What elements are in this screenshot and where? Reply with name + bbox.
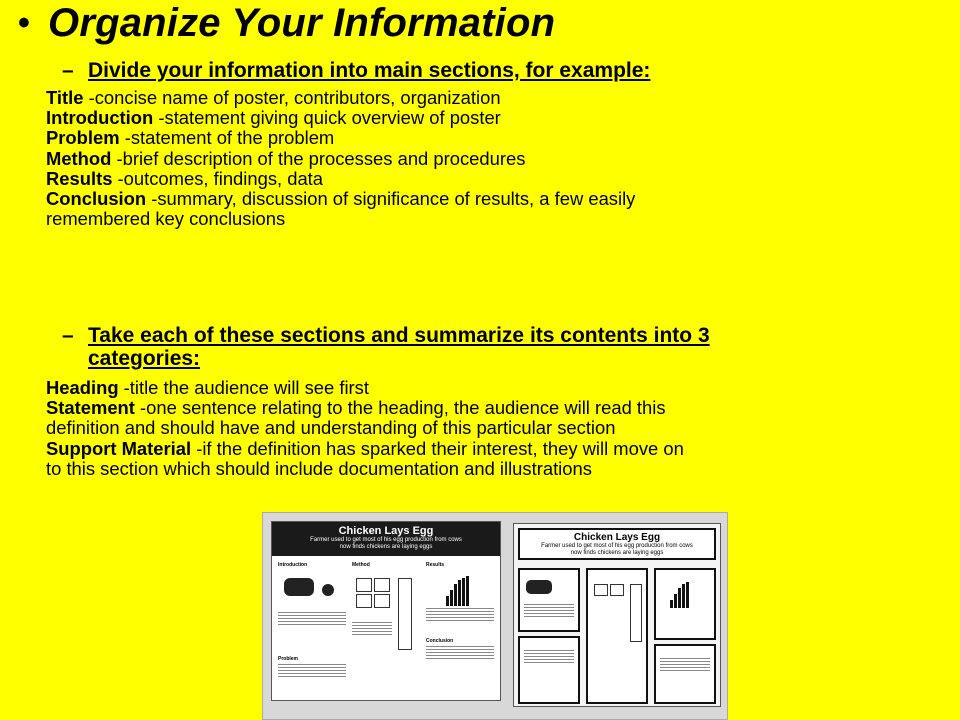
poster-a-text-lines5 [426, 646, 494, 660]
results-bar-chart-icon [446, 576, 469, 606]
photo-icon [356, 578, 372, 592]
poster-a-subtitle1: Farmer used to get most of his egg production from cows [310, 537, 462, 543]
results-bar-chart-icon [670, 582, 689, 608]
poster-a-text-lines2 [278, 664, 346, 678]
poster-a-text-lines4 [426, 608, 494, 622]
poster-a-introduction: Introduction [278, 562, 308, 568]
section1-subheading [62, 59, 650, 82]
poster-a-problem: Problem [278, 656, 299, 662]
poster-b-text-lines [660, 658, 710, 672]
list-item-conclusion-continued: remembered key conclusions [46, 208, 286, 230]
poster-a-subtitle2: now finds chickens are laying eggs [339, 544, 433, 550]
section-list [46, 88, 906, 229]
poster-b-panel [654, 644, 716, 704]
poster-a-title: Chicken Lays Egg [338, 525, 434, 537]
photo-icon [610, 584, 624, 596]
poster-a-method: Method [352, 562, 370, 568]
category-support: Support Material -if the definition has sparked their interest, they will move on [46, 437, 684, 459]
section2-text-line1: Take each of these sections and summarize its contents into 3 [88, 324, 710, 347]
poster-a-col-right [426, 562, 494, 692]
list-item-results: Results -outcomes, findings, data [46, 167, 324, 189]
poster-a-col-left [278, 562, 346, 692]
list-item-method: Method -brief description of the processes and procedures [46, 147, 526, 169]
poster-a-results: Results [426, 562, 445, 568]
list-item-conclusion: Conclusion -summary, discussion of significance of results, a few easily [46, 188, 636, 210]
list-item-title: Title -concise name of poster, contributors, organization [46, 87, 501, 108]
poster-b-panel [518, 568, 580, 632]
photo-icon [374, 594, 390, 608]
poster-b-panel [586, 568, 648, 704]
poster-a-header [272, 522, 500, 556]
slide-title: Organize Your Information [48, 1, 556, 45]
egg-sequence-icon [630, 584, 642, 642]
title-bullet: • [18, 4, 30, 42]
photo-icon [374, 578, 390, 592]
category-statement: Statement -one sentence relating to the heading, the audience will read this [46, 397, 666, 419]
section1-dash: – [62, 59, 74, 82]
section2-subheading [62, 324, 710, 370]
poster-b-panel [654, 568, 716, 640]
poster-b-text-lines [524, 650, 574, 664]
list-item-introduction: Introduction -statement giving quick overview of poster [46, 107, 501, 129]
poster-b-subtitle2: now finds chickens are laying eggs [570, 550, 664, 556]
category-support-continued: to this section which should include documentation and illustrations [46, 457, 592, 479]
poster-a-conclusion: Conclusion [426, 638, 454, 644]
poster-a-col-middle [352, 562, 420, 692]
photo-icon [594, 584, 608, 596]
cow-icon [284, 578, 314, 596]
section2-text-line2: categories: [88, 347, 201, 370]
category-statement-continued: definition and should have and understanding of this particular section [46, 417, 616, 439]
slide-title-row [18, 0, 555, 46]
poster-b-panel [518, 636, 580, 704]
poster-example-b [513, 523, 721, 707]
photo-icon [356, 594, 372, 608]
section1-text: Divide your information into main sections, for example: [88, 59, 651, 82]
list-item-problem: Problem -statement of the problem [46, 127, 335, 149]
poster-example-a [271, 521, 501, 701]
category-list [46, 378, 906, 479]
poster-b-header [518, 528, 716, 560]
poster-b-title: Chicken Lays Egg [573, 532, 661, 543]
egg-sequence-icon [398, 578, 412, 650]
cow-icon [526, 580, 552, 594]
category-heading: Heading -title the audience will see first [46, 377, 369, 398]
poster-a-text-lines [278, 612, 346, 626]
section2-dash: – [62, 324, 74, 347]
poster-b-text-lines [524, 604, 574, 618]
poster-b-subtitle1: Farmer used to get most of his egg production from cows [541, 543, 693, 549]
poster-a-text-lines3 [352, 622, 392, 636]
poster-examples-image [262, 512, 728, 720]
chicken-icon [322, 584, 334, 596]
